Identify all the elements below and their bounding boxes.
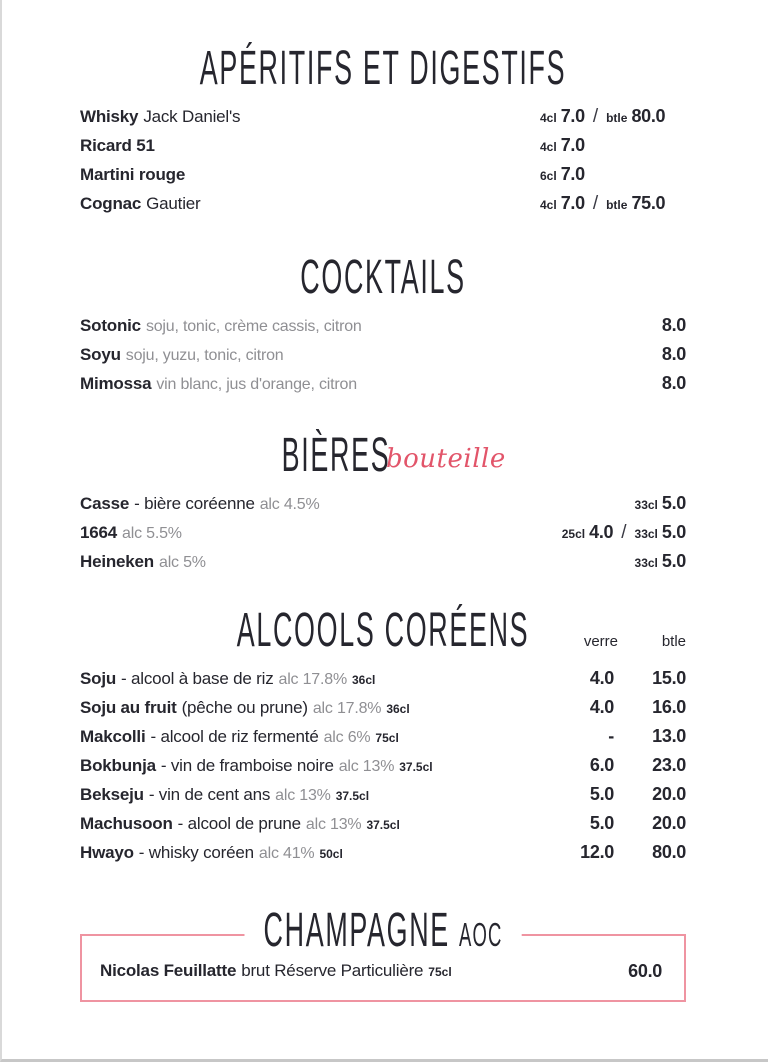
volume-label: 37.5cl [366,818,400,832]
price-column-headers [556,633,686,651]
section-aperitifs-header [80,42,686,95]
section-aperitifs-rows [80,100,686,216]
price-value: 5.0 [661,551,686,571]
section-champagne [80,904,686,1002]
alcohol-label: alc 5% [159,554,206,571]
item-description: - alcool à base de riz [121,669,274,688]
price-unit: btle [606,111,628,125]
volume-label: 36cl [386,702,410,716]
alcohol-label: alc 4.5% [259,496,320,513]
menu-item-row [80,158,686,187]
price-value: 80.0 [631,106,666,126]
section-cocktails-header [80,251,686,304]
price-unit: 25cl [561,527,586,541]
price-value: 60.0 [628,960,662,981]
volume-label: 75cl [375,731,399,745]
section-title: COCKTAILS [300,251,466,304]
menu-item-row [80,720,686,749]
item-description: - whisky coréen [138,843,254,862]
price-unit: 4cl [540,198,557,212]
price-value: 7.0 [560,193,585,213]
price-unit: 4cl [540,111,557,125]
menu-item-row [80,129,686,158]
item-description: - vin de framboise noire [160,756,334,775]
price-verre: 6.0 [589,755,614,775]
item-description: brut Réserve Particulière [241,961,424,980]
price-value: 7.0 [560,164,585,184]
item-prices [658,370,686,398]
section-cocktails [80,251,686,396]
item-description: Jack Daniel's [143,107,241,126]
item-name: Sotonic [80,316,141,335]
alcohol-label: alc 13% [338,758,395,775]
menu-item-row [80,545,686,574]
item-name: Bekseju [80,785,144,804]
price-btle: 20.0 [652,784,686,804]
section-cocktails-rows [80,309,686,396]
menu-item-row [80,691,686,720]
price-unit: 4cl [540,140,557,154]
section-bieres-rows [80,487,686,574]
price-unit: btle [606,198,628,212]
item-prices [540,161,686,189]
champagne-title-main: CHAMPAGNE [263,904,450,957]
item-name: Nicolas Feuillatte [100,961,237,980]
menu-item-row [80,778,686,807]
price-value: 8.0 [661,373,686,393]
section-aperitifs [80,42,686,216]
alcohol-label: alc 13% [305,816,362,833]
item-name: Makcolli [80,727,146,746]
price-separator: / [592,193,599,214]
item-prices [540,103,686,131]
price-value: 5.0 [661,522,686,542]
price-separator: / [592,106,599,127]
item-name: Casse [80,494,130,513]
menu-item-row [80,516,686,545]
menu-item-row [80,367,686,396]
price-value: 5.0 [661,493,686,513]
column-header-btle: btle [661,633,686,650]
price-btle: 15.0 [652,668,686,688]
price-value: 8.0 [661,344,686,364]
item-prices [540,190,686,218]
alcohol-label: alc 13% [275,787,331,804]
alcohol-label: alc 17.8% [278,671,347,688]
menu-content [80,42,686,1002]
menu-item-row [80,807,686,836]
section-coreens-rows [80,662,686,865]
item-prices [635,548,686,576]
alcohol-label: alc 41% [258,845,315,862]
item-name: Soju [80,669,117,688]
item-prices [658,341,686,369]
item-description: soju, yuzu, tonic, citron [125,347,284,364]
section-title [244,904,521,957]
champagne-title-aoc: AOC [459,916,503,953]
column-header-verre: verre [583,633,618,650]
item-name: Heineken [80,552,154,571]
price-separator: / [621,522,627,543]
section-coreens-header [80,604,686,657]
item-description: - vin de cent ans [148,785,271,804]
volume-label: 75cl [428,965,452,979]
item-name: Mimossa [80,374,152,393]
price-btle: 80.0 [652,842,686,862]
section-bieres-header [80,429,686,482]
alcohol-label: alc 5.5% [122,525,182,542]
section-alcools-coreens [80,604,686,865]
price-value: 7.0 [560,135,585,155]
volume-label: 37.5cl [335,789,370,803]
item-name: Soyu [80,345,121,364]
price-verre: 5.0 [589,813,614,833]
item-name: 1664 [80,523,118,542]
price-verre: 5.0 [589,784,614,804]
item-prices [635,490,686,518]
item-name: Martini rouge [80,165,186,184]
volume-label: 50cl [319,847,343,861]
price-verre: 12.0 [580,842,614,862]
menu-item-row [80,836,686,865]
menu-item-row [80,749,686,778]
price-verre: 4.0 [589,697,614,717]
section-title: BIÈRES [281,429,391,482]
price-unit: 33cl [634,556,658,570]
item-name: Cognac [80,194,142,213]
item-description: (pêche ou prune) [181,698,308,717]
price-btle: 23.0 [652,755,686,775]
price-value: 7.0 [560,106,585,126]
price-unit: 6cl [540,169,557,183]
price-verre: - [608,726,614,746]
alcohol-label: alc 17.8% [312,700,382,717]
section-subtitle: bouteille [386,444,506,474]
volume-label: 37.5cl [399,760,433,774]
alcohol-label: alc 6% [323,729,371,746]
price-btle: 16.0 [652,697,686,717]
item-name: Ricard 51 [80,136,155,155]
price-btle: 13.0 [652,726,686,746]
item-name: Soju au fruit [80,698,177,717]
menu-item-row [80,487,686,516]
item-description: - alcool de riz fermenté [150,727,319,746]
price-btle: 20.0 [652,813,686,833]
item-prices [658,312,686,340]
volume-label: 36cl [351,673,376,687]
price-value: 8.0 [661,315,686,335]
item-description: soju, tonic, crème cassis, citron [145,318,362,335]
item-description: - bière coréenne [134,494,255,513]
menu-item-row [80,309,686,338]
menu-item-row [80,338,686,367]
price-unit: 33cl [634,498,658,512]
price-value: 4.0 [589,522,614,542]
item-description: - alcool de prune [177,814,301,833]
price-unit: 33cl [634,527,658,541]
item-prices [562,519,686,547]
item-description: Gautier [146,194,201,213]
item-description: vin blanc, jus d'orange, citron [156,376,357,393]
section-title: ALCOOLS CORÉENS [236,604,530,657]
section-bieres [80,429,686,574]
item-name: Machusoon [80,814,173,833]
menu-item-row [80,100,686,129]
item-prices [540,132,686,160]
menu-item-row [80,662,686,691]
menu-item-row [80,187,686,216]
price-value: 75.0 [631,193,666,213]
price-verre: 4.0 [589,668,614,688]
item-name: Bokbunja [80,756,156,775]
item-name: Hwayo [80,843,134,862]
item-name: Whisky [80,107,139,126]
section-title: APÉRITIFS ET DIGESTIFS [199,42,567,95]
